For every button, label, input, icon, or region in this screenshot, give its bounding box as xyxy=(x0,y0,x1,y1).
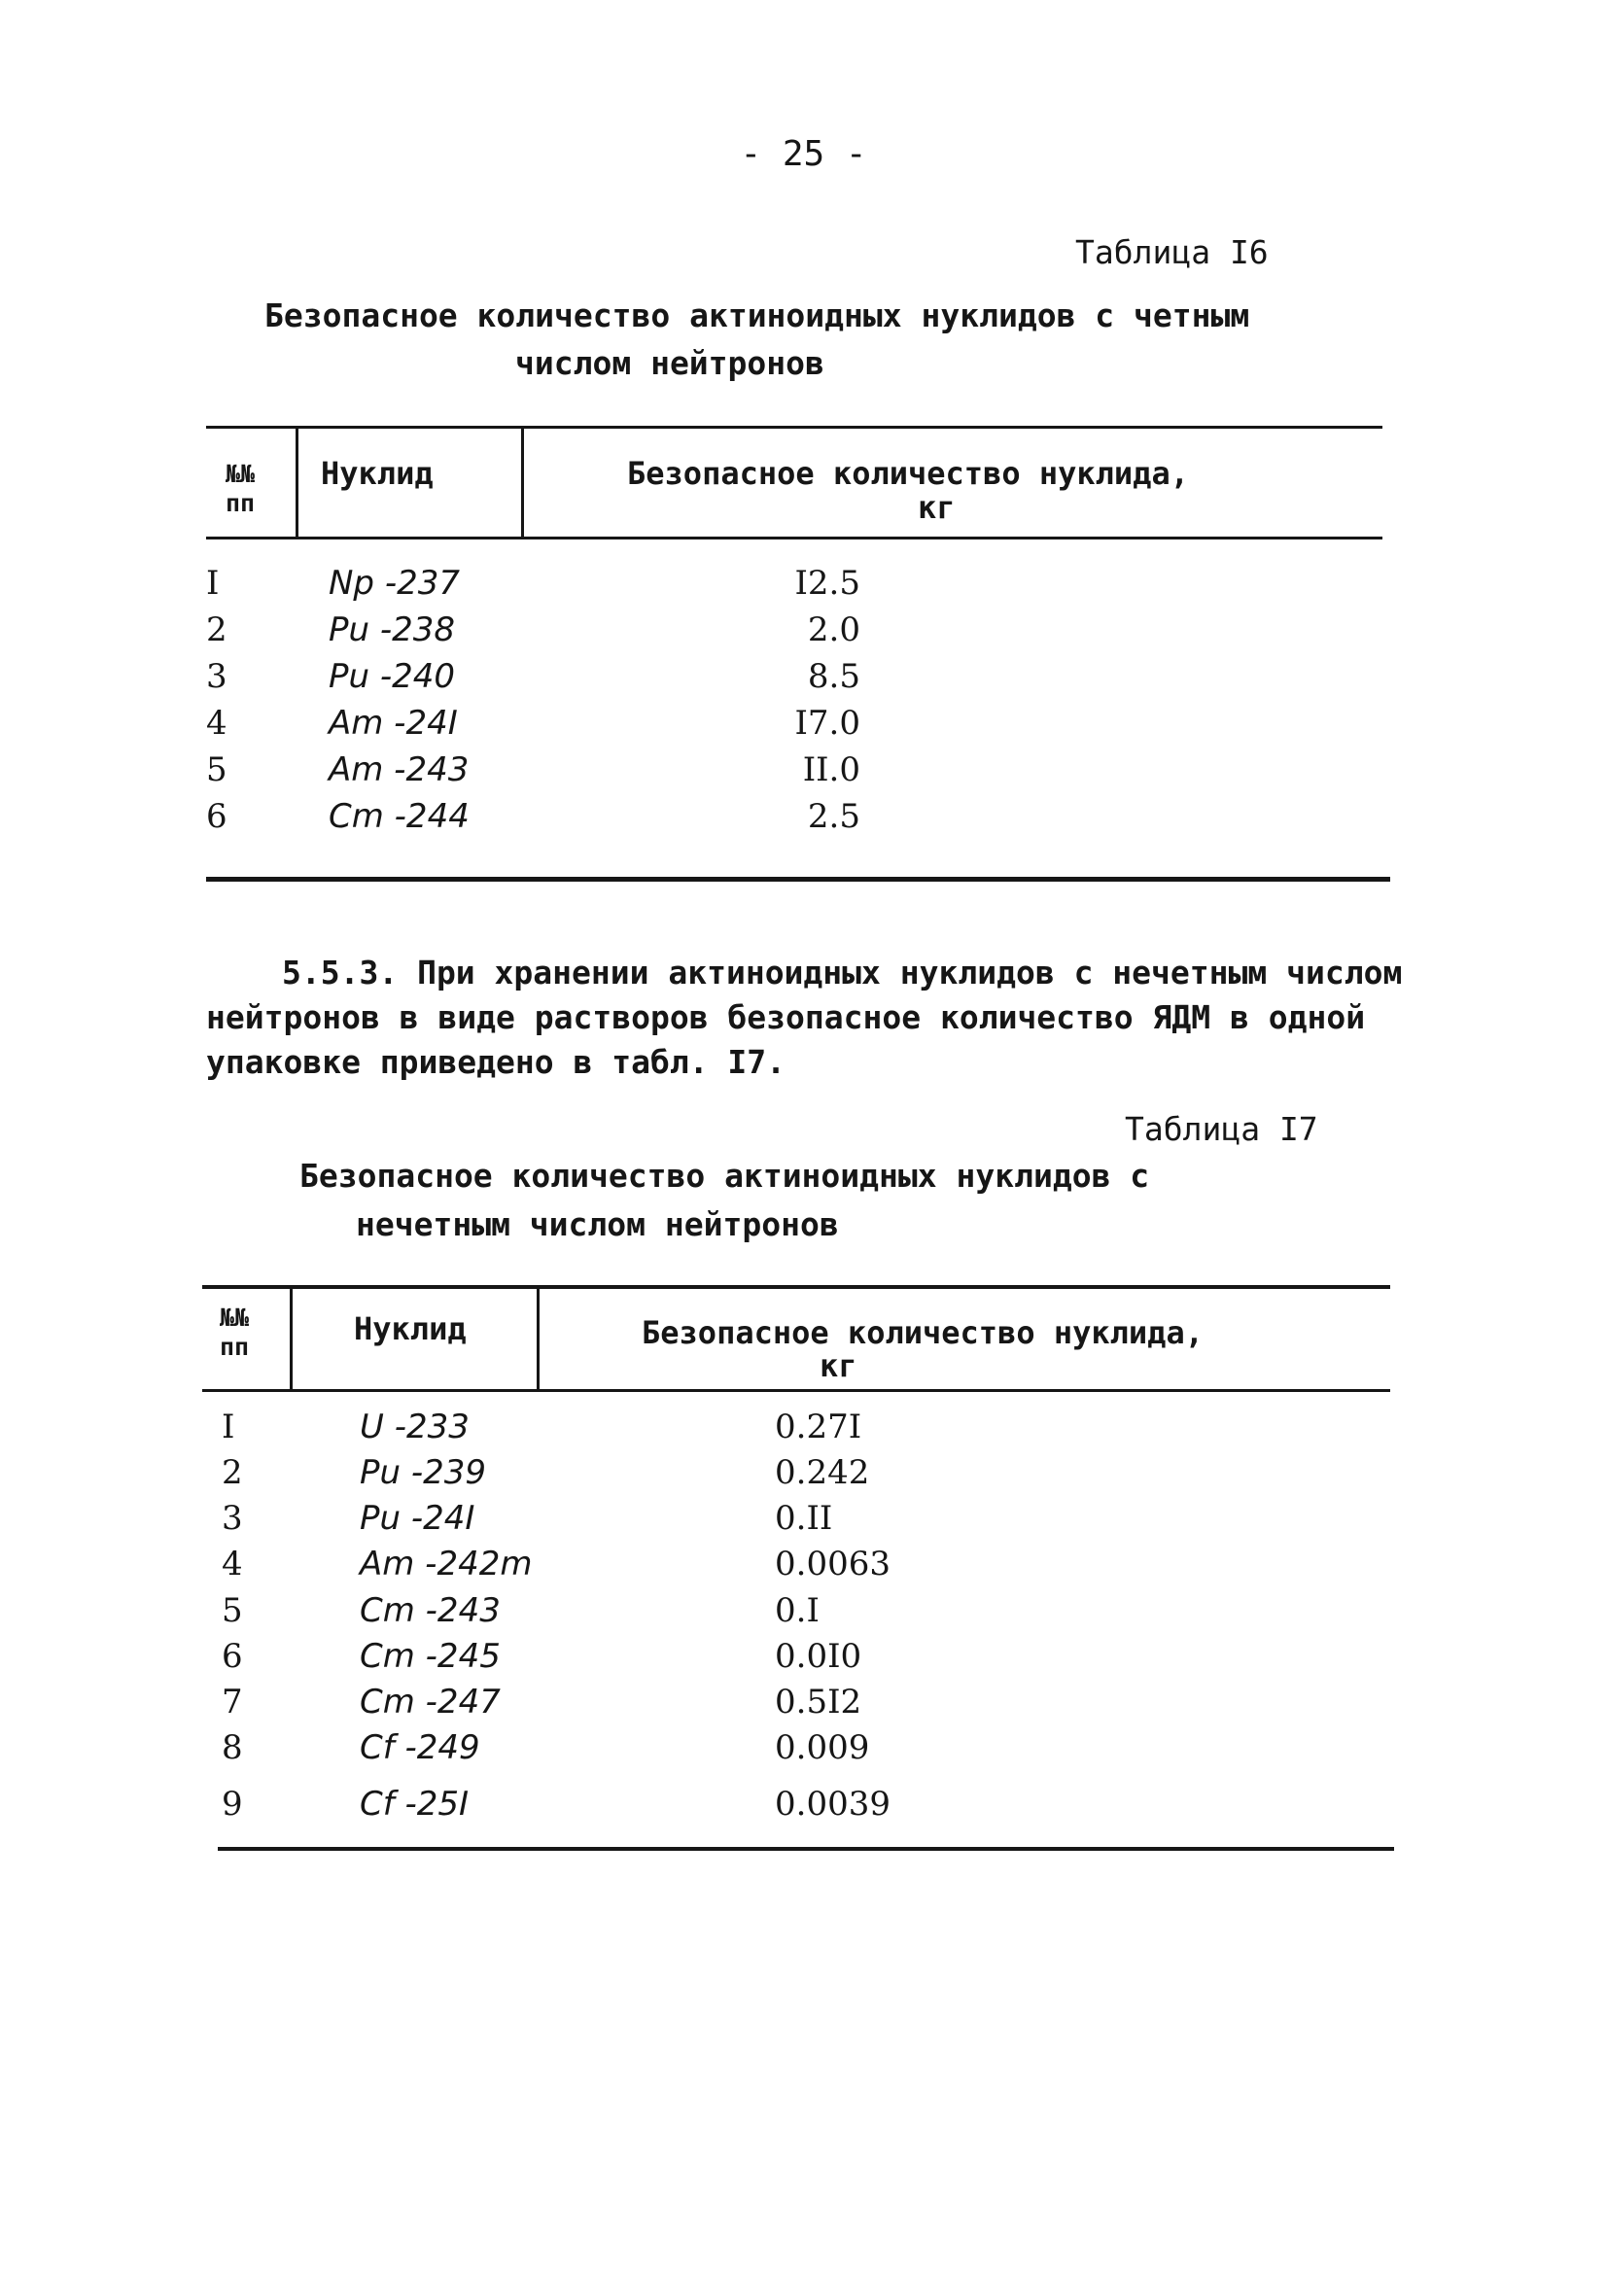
nuclide-name: U -233 xyxy=(360,1408,470,1446)
safe-amount: 0.0063 xyxy=(775,1545,891,1583)
safe-amount: 0.5I2 xyxy=(775,1683,862,1722)
nuclide-name: Pu -239 xyxy=(360,1453,487,1492)
table17-caption-line1: Безопасное количество актиноидных нуклидов с xyxy=(299,1157,1150,1195)
safe-amount: 2.5 xyxy=(807,797,860,836)
safe-amount: 0.27I xyxy=(775,1408,862,1446)
nuclide-name: Np -237 xyxy=(329,564,460,603)
nuclide-name: Pu -240 xyxy=(329,657,456,696)
nuclide-name: Pu -24I xyxy=(360,1499,475,1538)
table16-label: Таблица I6 xyxy=(1075,233,1269,271)
table17-col-divider-2 xyxy=(537,1288,540,1389)
nuclide-name: Cm -247 xyxy=(360,1683,501,1722)
row-number: 5 xyxy=(222,1591,243,1630)
nuclide-name: Am -242m xyxy=(360,1545,533,1583)
table17-header-nuclide: Нуклид xyxy=(354,1310,467,1347)
table17-header-rule xyxy=(202,1389,1390,1392)
table16-header-rule xyxy=(206,537,1382,539)
safe-amount: 0.0I0 xyxy=(775,1637,862,1676)
table16-header-num-line1: №№ xyxy=(226,460,256,488)
safe-amount: 2.0 xyxy=(807,610,860,649)
row-number: 9 xyxy=(222,1785,243,1824)
table17-col-divider-1 xyxy=(290,1288,293,1389)
table16-header-nuclide: Нуклид xyxy=(321,455,434,492)
paragraph-line-3: упаковке приведено в табл. I7. xyxy=(206,1043,786,1081)
row-number: 3 xyxy=(206,657,227,696)
safe-amount: 0.II xyxy=(775,1499,833,1538)
table16-header-num-line2: пп xyxy=(226,489,256,517)
row-number: 4 xyxy=(206,704,227,743)
row-number: 7 xyxy=(222,1683,243,1722)
nuclide-name: Cf -249 xyxy=(360,1728,480,1767)
row-number: 3 xyxy=(222,1499,243,1538)
row-number: 6 xyxy=(222,1637,243,1676)
table16-top-rule xyxy=(206,426,1382,429)
table17-header-amount-line1: Безопасное количество нуклида, xyxy=(642,1314,1204,1351)
table17-label: Таблица I7 xyxy=(1125,1110,1318,1148)
paragraph-line-2: нейтронов в виде растворов безопасное количество ЯДМ в одной xyxy=(206,998,1366,1036)
nuclide-name: Am -243 xyxy=(329,750,470,789)
safe-amount: II.0 xyxy=(802,750,860,789)
nuclide-name: Am -24I xyxy=(329,704,458,743)
safe-amount: 0.242 xyxy=(775,1453,870,1492)
nuclide-name: Pu -238 xyxy=(329,610,456,649)
table16-header-amount-line2: кг xyxy=(918,489,956,526)
safe-amount: 0.I xyxy=(775,1591,820,1630)
nuclide-name: Cm -244 xyxy=(329,797,470,836)
table16-caption-line2: числом нейтронов xyxy=(515,344,824,382)
safe-amount: 8.5 xyxy=(807,657,860,696)
safe-amount: I2.5 xyxy=(794,564,860,603)
table17-header-num-line1: №№ xyxy=(220,1304,250,1332)
row-number: 2 xyxy=(206,610,227,649)
table16-col-divider-2 xyxy=(521,428,524,537)
table17-header-num-line2: пп xyxy=(220,1333,250,1361)
table17-bottom-rule xyxy=(218,1847,1394,1851)
page-number: - 25 - xyxy=(740,134,867,174)
table17-top-rule xyxy=(202,1285,1390,1289)
row-number: 4 xyxy=(222,1545,243,1583)
table17-header-amount-line2: кг xyxy=(820,1347,857,1384)
safe-amount: I7.0 xyxy=(794,704,860,743)
row-number: 5 xyxy=(206,750,227,789)
paragraph-line-1: 5.5.3. При хранении актиноидных нуклидов с нечетным числом xyxy=(282,954,1403,991)
nuclide-name: Cm -245 xyxy=(360,1637,501,1676)
table16-header-amount-line1: Безопасное количество нуклида, xyxy=(627,455,1189,492)
row-number: 6 xyxy=(206,797,227,836)
row-number: I xyxy=(206,564,220,603)
table16-col-divider-1 xyxy=(296,428,298,537)
nuclide-name: Cm -243 xyxy=(360,1591,501,1630)
safe-amount: 0.009 xyxy=(775,1728,870,1767)
row-number: 2 xyxy=(222,1453,243,1492)
nuclide-name: Cf -25I xyxy=(360,1785,470,1824)
table17-caption-line2: нечетным числом нейтронов xyxy=(356,1205,839,1243)
row-number: 8 xyxy=(222,1728,243,1767)
table16-bottom-rule xyxy=(206,877,1390,882)
table16-caption-line1: Безопасное количество актиноидных нуклидов с четным xyxy=(264,296,1250,334)
row-number: I xyxy=(222,1408,235,1446)
safe-amount: 0.0039 xyxy=(775,1785,891,1824)
